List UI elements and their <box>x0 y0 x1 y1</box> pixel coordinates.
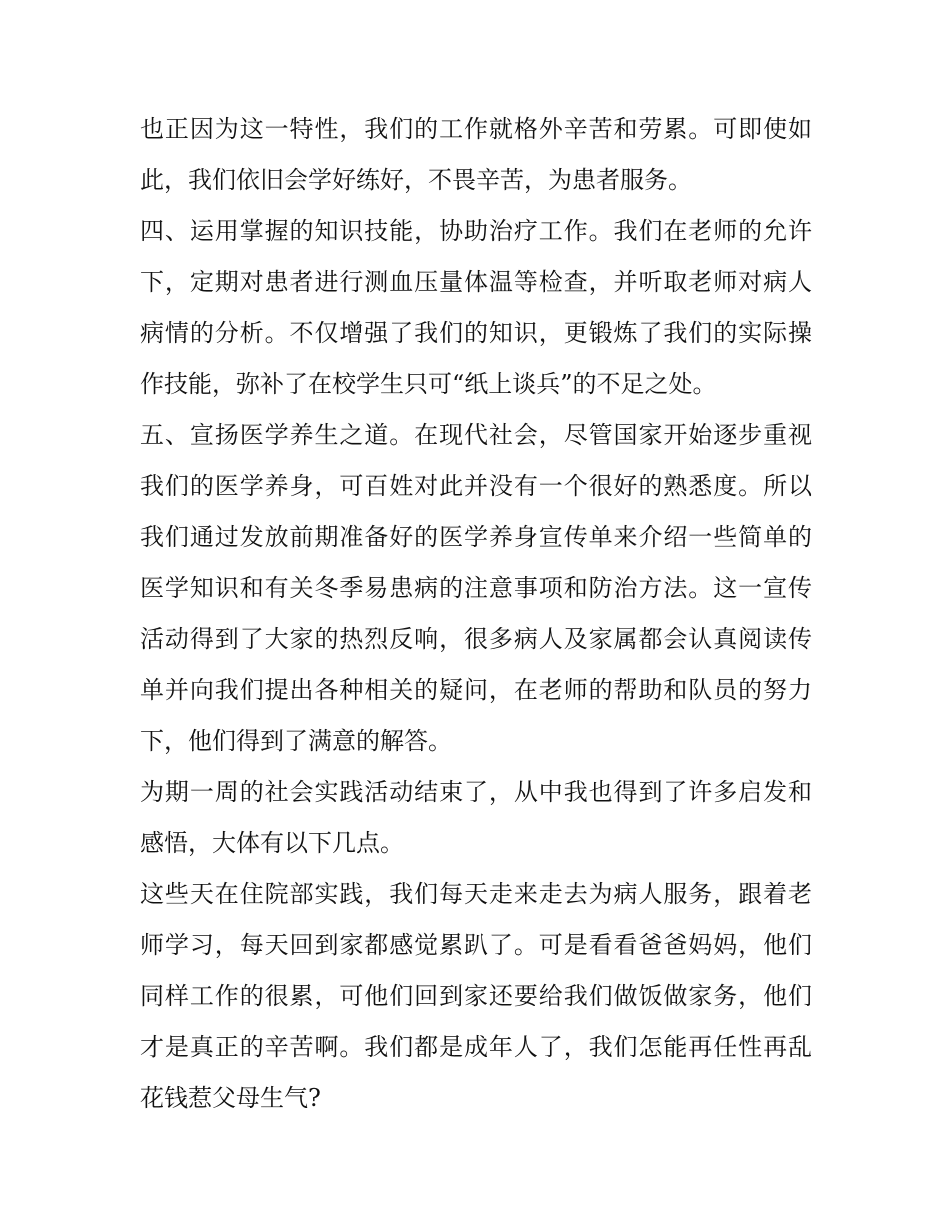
text-line: 才是真正的辛苦啊。我们都是成年人了，我们怎能再任性再乱 <box>140 1033 812 1061</box>
text-line: 五、宣扬医学养生之道。在现代社会，尽管国家开始逐步重视 <box>140 421 812 449</box>
text-line: 作技能，弥补了在校学生只可“纸上谈兵”的不足之处。 <box>140 370 717 398</box>
text-line: 同样工作的很累，可他们回到家还要给我们做饭做家务，他们 <box>140 982 812 1010</box>
text-line: 也正因为这一特性，我们的工作就格外辛苦和劳累。可即使如 <box>140 115 812 143</box>
text-line: 活动得到了大家的热烈反响，很多病人及家属都会认真阅读传 <box>140 625 812 653</box>
text-line: 病情的分析。不仅增强了我们的知识，更锻炼了我们的实际操 <box>140 319 812 347</box>
text-line: 下，定期对患者进行测血压量体温等检查，并听取老师对病人 <box>140 268 812 296</box>
text-line: 四、运用掌握的知识技能，协助治疗工作。我们在老师的允许 <box>140 217 812 245</box>
text-line: 单并向我们提出各种相关的疑问，在老师的帮助和队员的努力 <box>140 676 812 704</box>
text-line: 师学习，每天回到家都感觉累趴了。可是看看爸爸妈妈，他们 <box>140 931 812 959</box>
body-text <box>140 104 812 1124</box>
text-line: 我们的医学养身，可百姓对此并没有一个很好的熟悉度。所以 <box>140 472 812 500</box>
text-line: 我们通过发放前期准备好的医学养身宣传单来介绍一些简单的 <box>140 523 812 551</box>
text-line: 下，他们得到了满意的解答。 <box>140 727 452 755</box>
text-line: 此，我们依旧会学好练好，不畏辛苦，为患者服务。 <box>140 166 692 194</box>
text-line: 这些天在住院部实践，我们每天走来走去为病人服务，跟着老 <box>140 880 812 908</box>
text-line: 花钱惹父母生气? <box>140 1084 321 1112</box>
text-line: 为期一周的社会实践活动结束了，从中我也得到了许多启发和 <box>140 778 812 806</box>
text-line: 医学知识和有关冬季易患病的注意事项和防治方法。这一宣传 <box>140 574 812 602</box>
text-line: 感悟，大体有以下几点。 <box>140 829 404 857</box>
